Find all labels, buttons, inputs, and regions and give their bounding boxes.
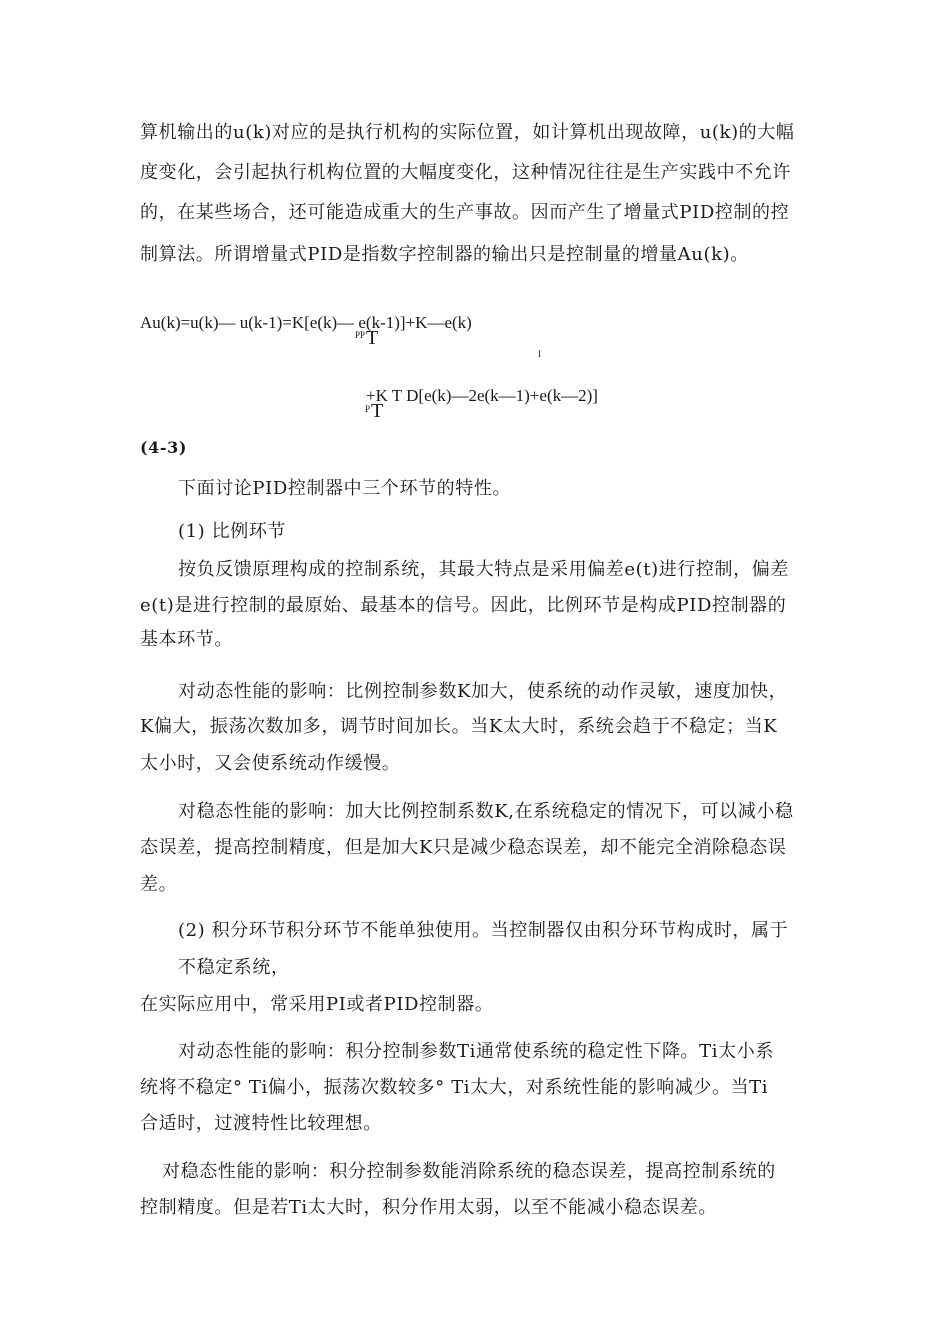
section-heading: (2) 积分环节积分环节不能单独使用。当控制器仅由积分环节构成时，属于 bbox=[178, 920, 789, 941]
text-line: 不稳定系统， bbox=[178, 957, 290, 978]
text-line: 基本环节。 bbox=[140, 629, 233, 650]
text-line: 对动态性能的影响：比例控制参数K加大，使系统的动作灵敏，速度加快， bbox=[178, 681, 788, 702]
equation-subscript: P bbox=[365, 404, 371, 414]
text-line: 对稳态性能的影响：加大比例控制系数K,在系统稳定的情况下，可以减小稳 bbox=[178, 801, 794, 822]
equation-subscript: PP bbox=[355, 330, 366, 340]
text-line: e(t)是进行控制的最原始、最基本的信号。因此，比例环节是构成PID控制器的 bbox=[140, 595, 787, 616]
text-line: 算机输出的u(k)对应的是执行机构的实际位置，如计算机出现故障，u(k)的大幅 bbox=[140, 122, 795, 143]
equation-line-1: Au(k)=u(k)— u(k-1)=K[e(k)— e(k-1)]+K—e(k) bbox=[140, 313, 472, 332]
text-line: 合适时，过渡特性比较理想。 bbox=[140, 1113, 382, 1134]
section-heading: (1) 比例环节 bbox=[178, 521, 287, 542]
text-line: 统将不稳定° Ti偏小，振荡次数较多° Ti太大，对系统性能的影响减少。当Ti bbox=[140, 1077, 769, 1098]
text-line: 度变化，会引起执行机构位置的大幅度变化，这种情况往往是生产实践中不允许 bbox=[140, 162, 791, 183]
text-line: 制算法。所谓增量式PID是指数字控制器的输出只是控制量的增量Au(k)。 bbox=[140, 244, 749, 265]
text-line: 控制精度。但是若Ti太大时，积分作用太弱，以至不能减小稳态误差。 bbox=[140, 1197, 717, 1218]
equation-number: (4-3) bbox=[140, 438, 188, 457]
text-line: K偏大，振荡次数加多，调节时间加长。当K太大时，系统会趋于不稳定；当K bbox=[140, 716, 778, 737]
text-line: 态误差，提高控制精度，但是加大K只是减少稳态误差，却不能完全消除稳态误 bbox=[140, 837, 787, 858]
text-line: 下面讨论PID控制器中三个环节的特性。 bbox=[178, 478, 512, 499]
equation-line-2: +K T D[e(k)—2e(k—1)+e(k—2)] bbox=[366, 386, 598, 405]
text-line: 在实际应用中，常采用PI或者PID控制器。 bbox=[140, 994, 494, 1015]
text-line: 按负反馈原理构成的控制系统，其最大特点是采用偏差e(t)进行控制，偏差 bbox=[178, 559, 789, 580]
text-line: 的，在某些场合，还可能造成重大的生产事故。因而产生了增量式PID控制的控 bbox=[140, 202, 790, 223]
text-line: 对动态性能的影响：积分控制参数Ti通常使系统的稳定性下降。Ti太小系 bbox=[178, 1041, 774, 1062]
equation-symbol: T bbox=[371, 400, 384, 422]
equation-subscript: I bbox=[538, 349, 541, 359]
text-line: 差。 bbox=[140, 874, 178, 895]
text-line: 对稳态性能的影响：积分控制参数能消除系统的稳态误差，提高控制系统的 bbox=[162, 1161, 776, 1182]
text-line: 太小时，又会使系统动作缓慢。 bbox=[140, 753, 401, 774]
equation-symbol: T bbox=[366, 327, 379, 349]
